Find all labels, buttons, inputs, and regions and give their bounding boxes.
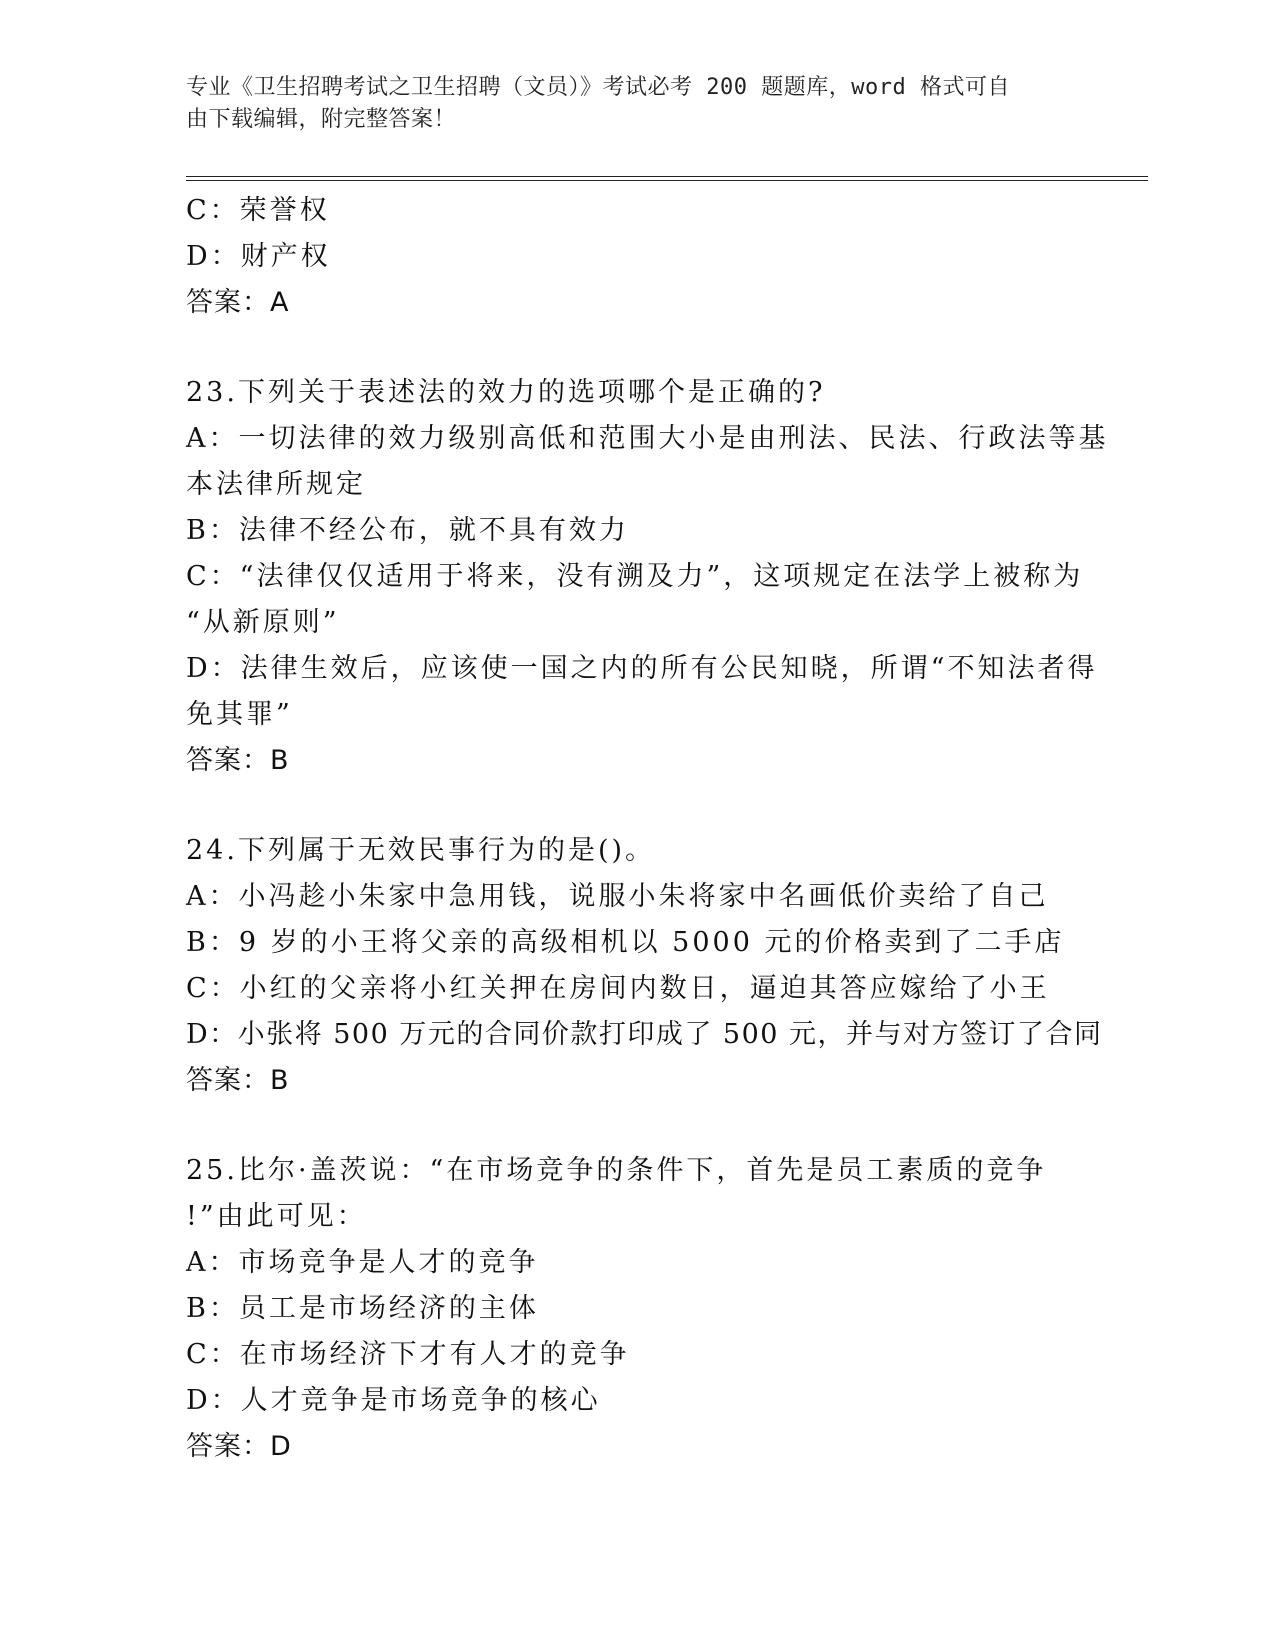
header-divider-top [186, 176, 1148, 177]
option-b: B：法律不经公布，就不具有效力 [186, 515, 629, 546]
answer: 答案：B [186, 745, 290, 776]
question-stem: 23.下列关于表述法的效力的选项哪个是正确的? [186, 377, 826, 408]
answer: 答案：A [186, 287, 290, 318]
answer: 答案：B [186, 1065, 290, 1096]
option-a: A：市场竞争是人才的竞争 [186, 1247, 539, 1278]
header-divider-bottom [186, 180, 1148, 181]
option-d: D：法律生效后，应该使一国之内的所有公民知晓，所谓“不知法者得 [186, 653, 1098, 684]
option-d-continued: 免其罪” [186, 699, 293, 730]
question-24 [186, 828, 1103, 1104]
option-c: C：荣誉权 [186, 195, 330, 226]
option-c: C：在市场经济下才有人才的竞争 [186, 1339, 630, 1370]
question-stem-continued: !”由此可见： [186, 1201, 367, 1232]
question-stem: 24.下列属于无效民事行为的是()。 [186, 835, 656, 866]
option-d: D：财产权 [186, 241, 331, 272]
option-c: C：“法律仅仅适用于将来，没有溯及力”，这项规定在法学上被称为 [186, 561, 1084, 592]
question-23 [186, 370, 1109, 784]
question-25 [186, 1148, 1086, 1470]
option-a-continued: 本法律所规定 [186, 469, 366, 500]
option-a: A：小冯趁小朱家中急用钱，说服小朱将家中名画低价卖给了自己 [186, 881, 1049, 912]
header-line-2: 由下载编辑，附完整答案！ [186, 107, 457, 132]
answer: 答案：D [186, 1431, 292, 1462]
option-c: C：小红的父亲将小红关押在房间内数日，逼迫其答应嫁给了小王 [186, 973, 1050, 1004]
option-c-continued: “从新原则” [186, 607, 340, 638]
question-stem: 25.比尔·盖茨说：“在市场竞争的条件下，首先是员工素质的竞争 [186, 1155, 1047, 1186]
previous-question-tail [186, 188, 1086, 326]
option-b: B：9 岁的小王将父亲的高级相机以 5000 元的价格卖到了二手店 [186, 927, 1065, 958]
option-a: A：一切法律的效力级别高低和范围大小是由刑法、民法、行政法等基 [186, 423, 1109, 454]
option-d: D：人才竞争是市场竞争的核心 [186, 1385, 601, 1416]
page-header [186, 72, 1066, 136]
question-content [186, 188, 1109, 1470]
option-b: B：员工是市场经济的主体 [186, 1293, 539, 1324]
option-d: D：小张将 500 万元的合同价款打印成了 500 元，并与对方签订了合同 [186, 1019, 1103, 1050]
header-line-1: 专业《卫生招聘考试之卫生招聘（文员）》考试必考 200 题题库，word 格式可自 [186, 75, 1010, 100]
